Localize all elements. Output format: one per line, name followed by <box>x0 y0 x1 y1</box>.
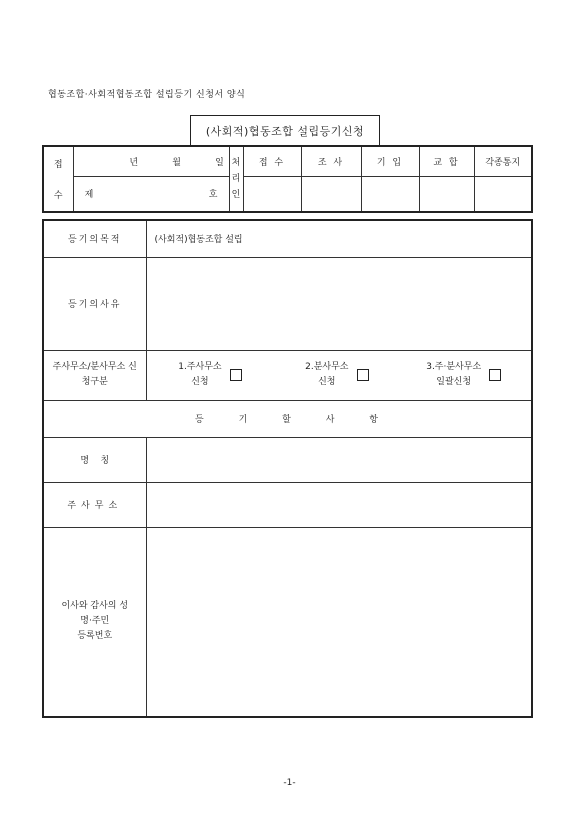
page-number: -1- <box>283 778 296 788</box>
receipt-date: 년 월 일 <box>73 146 229 176</box>
receipt-label: 접 수 <box>43 146 73 212</box>
col-receipt: 접 수 <box>243 146 301 176</box>
checkbox-main-office[interactable] <box>230 369 242 381</box>
address-field[interactable] <box>146 482 532 527</box>
entry-field[interactable] <box>361 176 419 212</box>
directors-field[interactable] <box>146 527 532 717</box>
purpose-value: (사회적)협동조합 설립 <box>146 220 532 257</box>
application-table <box>42 219 533 718</box>
inspect-field[interactable] <box>301 176 361 212</box>
directors-label: 이사와 감사의 성 명·주민 등록번호 <box>43 527 146 717</box>
option-branch-office[interactable]: 2.분사무소 신청 <box>273 360 400 390</box>
receipt-number: 제 호 <box>73 176 229 212</box>
purpose-label: 등기의목적 <box>43 220 146 257</box>
processor-label: 처리인 <box>229 146 243 212</box>
option-main-office[interactable]: 1.주사무소 신청 <box>147 360 274 390</box>
office-type-label: 주사무소/분사무소 신 청구분 <box>43 350 146 400</box>
col-entry: 기 입 <box>361 146 419 176</box>
reason-label: 등기의사유 <box>43 257 146 350</box>
check-field[interactable] <box>419 176 474 212</box>
col-inspect: 조 사 <box>301 146 361 176</box>
col-check: 교 합 <box>419 146 474 176</box>
col-notice: 각종통지 <box>474 146 532 176</box>
form-header: 협동조합·사회적협동조합 설립등기 신청서 양식 <box>48 90 246 100</box>
form-title: (사회적)협동조합 설립등기신청 <box>190 115 380 145</box>
items-header: 등 기 할 사 항 <box>43 400 532 437</box>
notice-field[interactable] <box>474 176 532 212</box>
receipt-table <box>42 145 533 213</box>
name-field[interactable] <box>146 437 532 482</box>
name-label: 명 칭 <box>43 437 146 482</box>
receipt-field[interactable] <box>243 176 301 212</box>
address-label: 주사무소 <box>43 482 146 527</box>
reason-field[interactable] <box>146 257 532 350</box>
office-type-options <box>146 350 532 400</box>
option-both-offices[interactable]: 3.주·분사무소 일괄신청 <box>400 360 527 390</box>
checkbox-both-offices[interactable] <box>489 369 501 381</box>
checkbox-branch-office[interactable] <box>357 369 369 381</box>
